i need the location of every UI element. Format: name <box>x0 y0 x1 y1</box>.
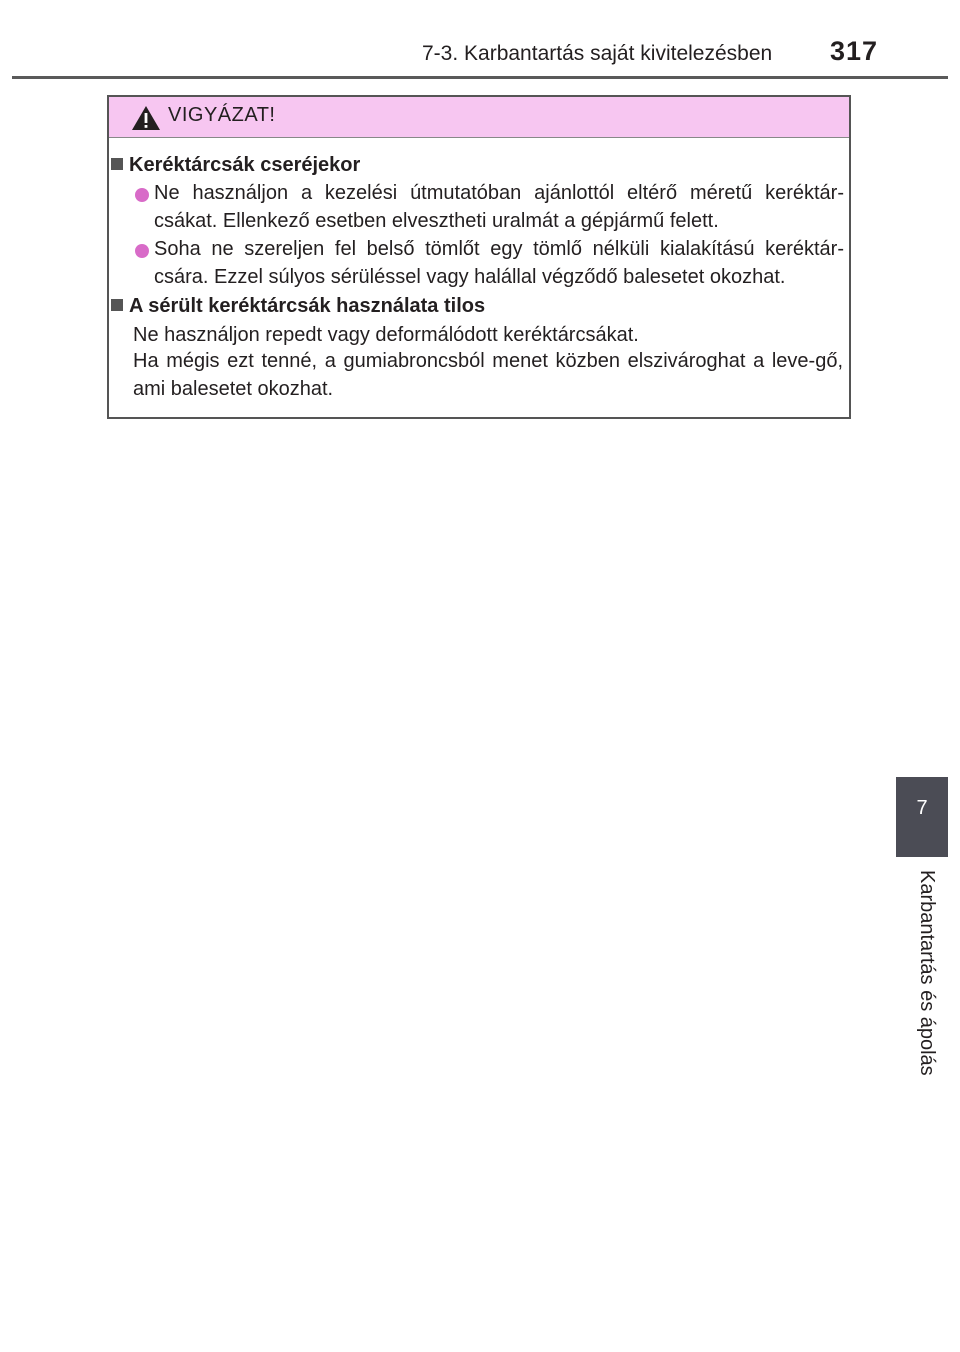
warning-triangle-icon <box>131 105 161 131</box>
side-chapter-label: Karbantartás és ápolás <box>916 870 938 1076</box>
page-number: 317 <box>830 36 879 66</box>
side-tab-number: 7 <box>916 797 928 819</box>
caution-title: VIGYÁZAT! <box>168 104 276 126</box>
body-text-line: Ne használjon repedt vagy deformálódott keréktárcsákat. <box>133 324 639 346</box>
section-heading-wheel-replacement <box>111 154 360 177</box>
section-heading-text: Keréktárcsák cseréjekor <box>129 154 361 176</box>
caution-box <box>107 95 851 419</box>
square-bullet-icon <box>111 299 123 311</box>
section-heading-damaged-wheels <box>111 295 485 318</box>
bullet-text-size: Ne használjon a kezelési útmutatóban ajánlottól eltérő méretű keréktár-csákat. Ellenkező esetben elvesztheti uralmát a gépjármű felett. <box>154 182 844 232</box>
round-bullet-icon <box>135 188 149 202</box>
section-heading-text: A sérült keréktárcsák használata tilos <box>129 295 486 317</box>
body-text-paragraph: Ha mégis ezt tenné, a gumiabroncsból menet közben elszivároghat a leve-gő, ami balesetet okozhat. <box>133 350 843 400</box>
bullet-text-inner-tube: Soha ne szereljen fel belső tömlőt egy tömlő nélküli kialakítású keréktár-csára. Ezzel súlyos sérüléssel vagy halállal végződő balesetet okozhat. <box>154 238 844 288</box>
header-rule <box>12 76 948 79</box>
side-tab <box>896 777 948 857</box>
round-bullet-icon <box>135 244 149 258</box>
square-bullet-icon <box>111 158 123 170</box>
header-section-title: 7-3. Karbantartás saját kivitelezésben <box>422 42 773 65</box>
caution-header <box>109 97 849 138</box>
